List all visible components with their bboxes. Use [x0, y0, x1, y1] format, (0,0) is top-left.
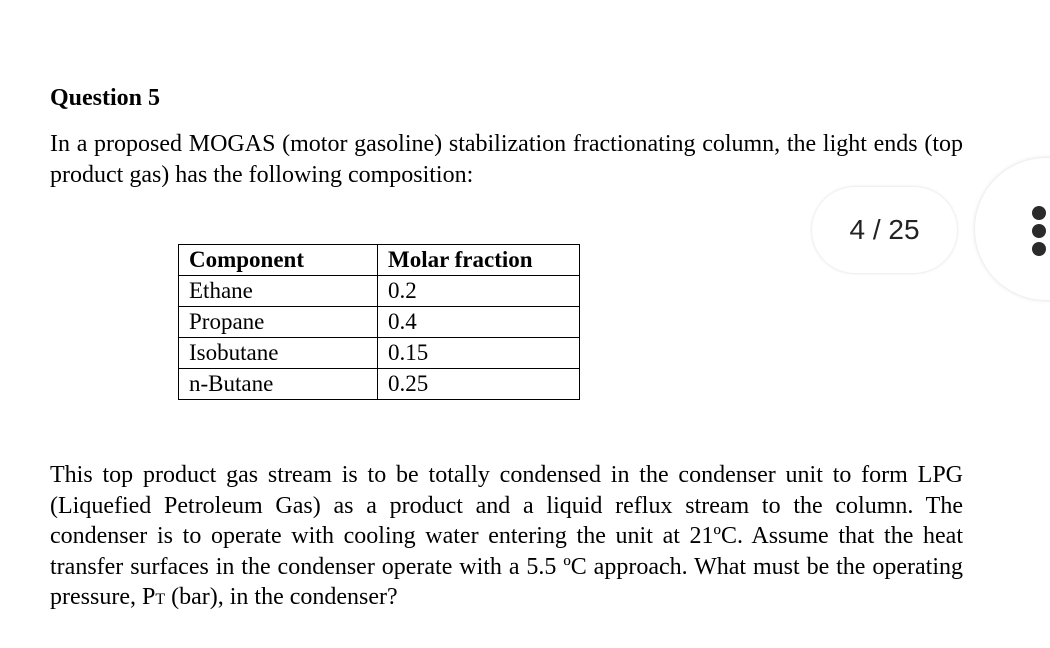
more-options-button[interactable] — [975, 158, 1050, 300]
table-header-row — [179, 245, 580, 276]
cell-fraction: 0.2 — [378, 276, 580, 307]
header-component: Component — [179, 245, 378, 276]
cell-component: Ethane — [179, 276, 378, 307]
table-row — [179, 369, 580, 400]
cell-fraction: 0.15 — [378, 338, 580, 369]
composition-table — [178, 244, 580, 400]
table-row — [179, 276, 580, 307]
question-body-end: (bar), in the condenser? — [165, 584, 398, 610]
cell-component: Isobutane — [179, 338, 378, 369]
question-title: Question 5 — [50, 85, 161, 111]
page-counter: 4 / 25 — [812, 187, 957, 273]
header-molar-fraction: Molar fraction — [378, 245, 580, 276]
question-body — [50, 460, 963, 616]
table-row — [179, 338, 580, 369]
cell-component: n-Butane — [179, 369, 378, 400]
cell-fraction: 0.25 — [378, 369, 580, 400]
table-row — [179, 307, 580, 338]
question-intro: In a proposed MOGAS (motor gasoline) stabilization fractionating column, the light ends (top product gas) has the following composition: — [50, 131, 963, 188]
pressure-subscript: T — [155, 591, 166, 608]
cell-component: Propane — [179, 307, 378, 338]
question-body-main: This top product gas stream is to be totally condensed in the condenser unit to form LPG (Liquefied Petroleum Gas) as a product and a liquid reflux stream to the column. The condenser is to operate with cooling water entering the unit at 21ºC. Assume that the heat transfer surfaces in the condenser operate with a 5.5 ºC approach. What must be the operating pressure, P — [50, 462, 963, 610]
cell-fraction: 0.4 — [378, 307, 580, 338]
